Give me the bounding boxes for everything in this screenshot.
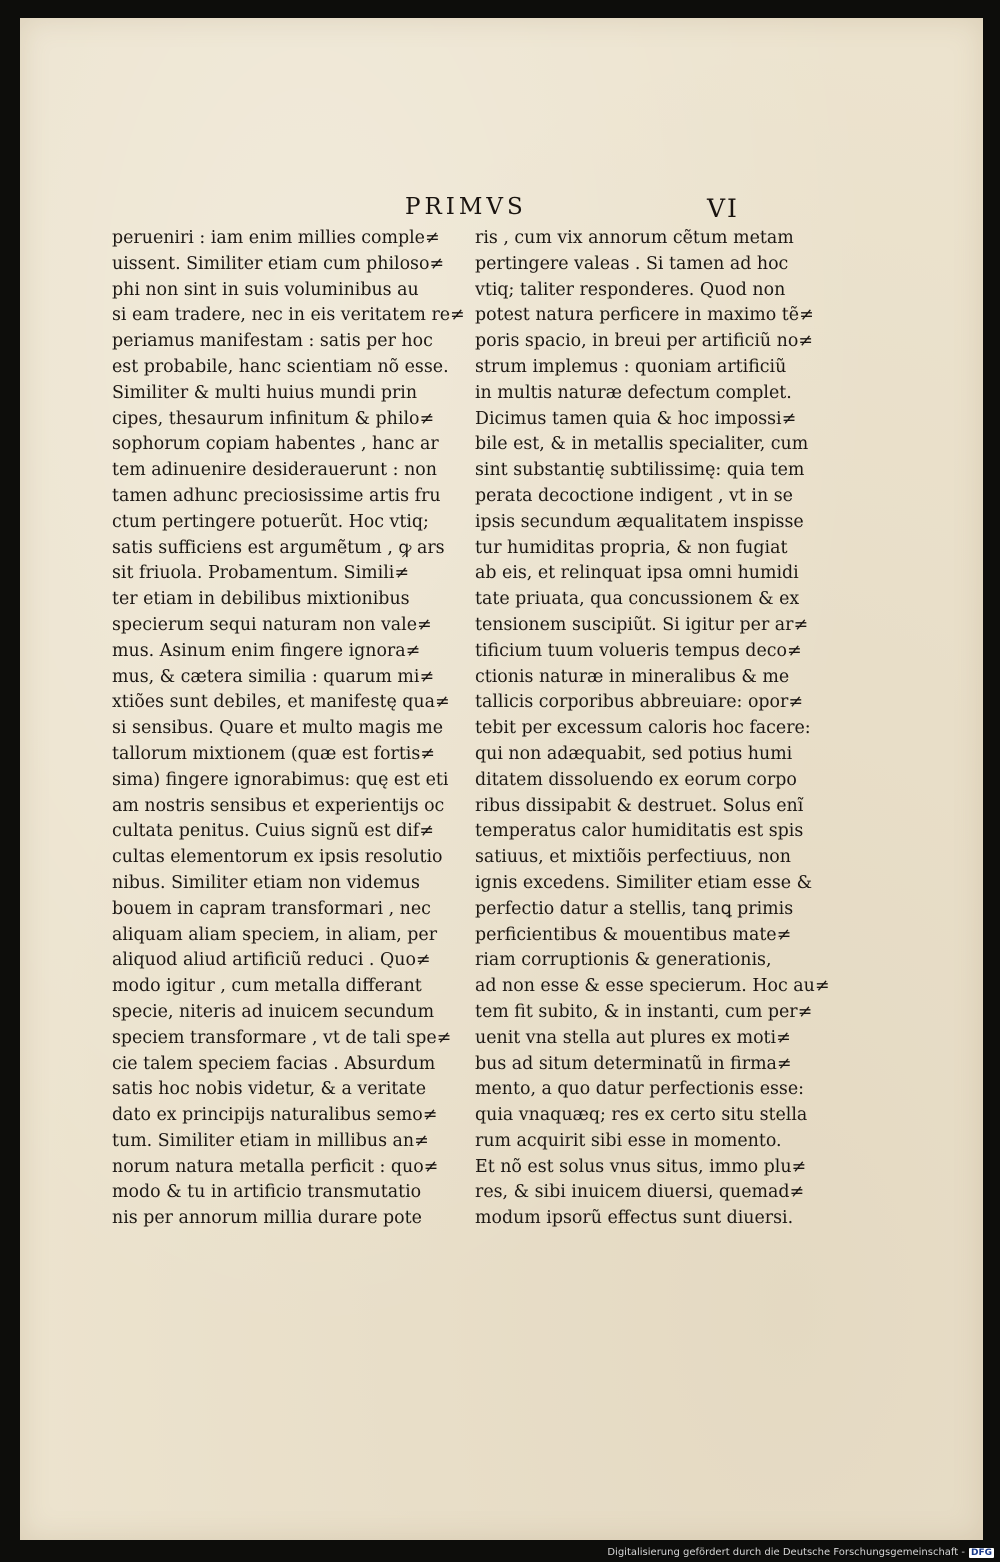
text-line: uissent. Similiter etiam cum philoso≠ [112, 253, 445, 274]
text-line: qui non adæquabit, sed potius humi [475, 743, 793, 764]
text-line: riam corruptionis & generationis, [475, 950, 772, 971]
text-line: aliquam aliam speciem, in aliam, per [112, 924, 438, 945]
text-line: sit friuola. Probamentum. Simili≠ [112, 563, 409, 584]
text-line: satiuus, et mixtiõis perfectiuus, non [475, 847, 791, 868]
text-line: tificium tuum volueris tempus deco≠ [475, 640, 802, 661]
text-line: strum implemus : quoniam artificiũ [475, 356, 787, 377]
text-line: phi non sint in suis voluminibus au [112, 279, 419, 300]
footer-credit [607, 1547, 994, 1558]
text-line: perficientibus & mouentibus mate≠ [475, 924, 792, 945]
text-line: uenit vna stella aut plures ex moti≠ [475, 1027, 791, 1048]
text-line: ignis excedens. Similiter etiam esse & [475, 872, 813, 893]
text-line: ad non esse & esse specierum. Hoc au≠ [475, 976, 830, 997]
text-line: ctum pertingere potuerũt. Hoc vtiq; [112, 511, 429, 532]
text-line: potest natura perficere in maximo tẽ≠ [475, 305, 814, 326]
text-line: Similiter & multi huius mundi prin [112, 382, 418, 403]
text-line: satis sufficiens est argumẽtum , ꝙ ars [112, 537, 445, 558]
text-line: modum ipsorũ effectus sunt diuersi. [475, 1208, 794, 1229]
text-line: am nostris sensibus et experientijs oc [112, 795, 445, 816]
text-line: perfectio datur a stellis, tanꝗ primis [475, 898, 794, 919]
text-line: est probabile, hanc scientiam nõ esse. [112, 356, 449, 377]
text-line: res, & sibi inuicem diuersi, quemad≠ [475, 1182, 805, 1203]
text-line: in multis naturæ defectum complet. [475, 382, 792, 403]
text-line: tem adinuenire desiderauerunt : non [112, 460, 437, 481]
text-line: sint substantię subtilissimę: quia tem [475, 460, 805, 481]
text-line: nibus. Similiter etiam non videmus [112, 872, 420, 893]
text-line: specie, niteris ad inuicem secundum [112, 1001, 435, 1022]
text-line: ditatem dissoluendo ex eorum corpo [475, 769, 797, 790]
text-line: modo igitur , cum metalla differant [112, 976, 422, 997]
text-line: tem fit subito, & in instanti, cum per≠ [475, 1001, 813, 1022]
text-line: temperatus calor humiditatis est spis [475, 821, 804, 842]
text-line: si eam tradere, nec in eis veritatem re≠ [112, 305, 465, 326]
text-line: sophorum copiam habentes , hanc ar [112, 434, 439, 455]
text-line: specierum sequi naturam non vale≠ [112, 614, 432, 635]
folio-number: VI [707, 194, 739, 223]
text-line: tur humiditas propria, & non fugiat [475, 537, 788, 558]
text-line: rum acquirit sibi esse in momento. [475, 1130, 782, 1151]
text-line: bus ad situm determinatũ in firma≠ [475, 1053, 792, 1074]
text-line: dato ex principijs naturalibus semo≠ [112, 1105, 438, 1126]
text-line: aliquod aliud artificiũ reduci . Quo≠ [112, 950, 431, 971]
text-line: quia vnaquæq; res ex certo situ stella [475, 1105, 808, 1126]
text-line: tallicis corporibus abbreuiare: opor≠ [475, 692, 803, 713]
text-line: Et nõ est solus vnus situs, immo plu≠ [475, 1156, 807, 1177]
text-line: tebit per excessum caloris hoc facere: [475, 718, 811, 739]
text-line: mus. Asinum enim fingere ignora≠ [112, 640, 421, 661]
text-line: vtiq; taliter responderes. Quod non [475, 279, 786, 300]
text-line: satis hoc nobis videtur, & a veritate [112, 1079, 427, 1100]
text-line: tallorum mixtionem (quæ est fortis≠ [112, 743, 435, 764]
running-head: PRIMVS [405, 194, 527, 220]
text-line: modo & tu in artificio transmutatio [112, 1182, 422, 1203]
text-line: bile est, & in metallis specialiter, cum [475, 434, 809, 455]
text-line: ris , cum vix annorum cẽtum metam [475, 228, 794, 248]
text-line: perueniri : iam enim millies comple≠ [112, 228, 440, 248]
text-line: mento, a quo datur perfectionis esse: [475, 1079, 804, 1100]
text-line: bouem in capram transformari , nec [112, 898, 431, 919]
text-line: tum. Similiter etiam in millibus an≠ [112, 1130, 429, 1151]
text-line: pertingere valeas . Si tamen ad hoc [475, 253, 789, 274]
text-line: cultas elementorum ex ipsis resolutio [112, 847, 443, 868]
text-line: speciem transformare , vt de tali spe≠ [112, 1027, 452, 1048]
text-line: tamen adhunc preciosissime artis fru [112, 485, 441, 506]
text-line: tensionem suscipiũt. Si igitur per ar≠ [475, 614, 809, 635]
text-line: ab eis, et relinquat ipsa omni humidi [475, 563, 799, 584]
text-line: sima) fingere ignorabimus: quę est eti [112, 769, 449, 790]
text-line: periamus manifestam : satis per hoc [112, 331, 433, 352]
text-line: ter etiam in debilibus mixtionibus [112, 589, 410, 610]
dfg-logo: DFG [970, 1547, 992, 1558]
text-line: ipsis secundum æqualitatem inspisse [475, 511, 804, 532]
text-column-left [112, 226, 467, 1232]
text-line: tate priuata, qua concussionem & ex [475, 589, 800, 610]
text-line: mus, & cætera similia : quarum mi≠ [112, 666, 435, 687]
text-line: cultata penitus. Cuius signũ est dif≠ [112, 821, 434, 842]
text-line: xtiões sunt debiles, et manifestę qua≠ [112, 692, 450, 713]
text-line: perata decoctione indigent , vt in se [475, 485, 793, 506]
book-page [20, 18, 983, 1540]
text-line: ribus dissipabit & destruet. Solus enĩ [475, 795, 804, 816]
text-line: poris spacio, in breui per artificiũ no≠ [475, 331, 813, 352]
text-line: cie talem speciem facias . Absurdum [112, 1053, 436, 1074]
text-line: cipes, thesaurum infinitum & philo≠ [112, 408, 435, 429]
text-line: Dicimus tamen quia & hoc impossi≠ [475, 408, 797, 429]
text-line: si sensibus. Quare et multo magis me [112, 718, 444, 739]
text-line: ctionis naturæ in mineralibus & me [475, 666, 790, 687]
text-line: nis per annorum millia durare pote [112, 1208, 422, 1229]
text-column-right [475, 226, 830, 1232]
footer-text: Digitalisierung gefördert durch die Deutsche Forschungsgemeinschaft - [607, 1547, 965, 1558]
text-line: norum natura metalla perficit : quo≠ [112, 1156, 439, 1177]
